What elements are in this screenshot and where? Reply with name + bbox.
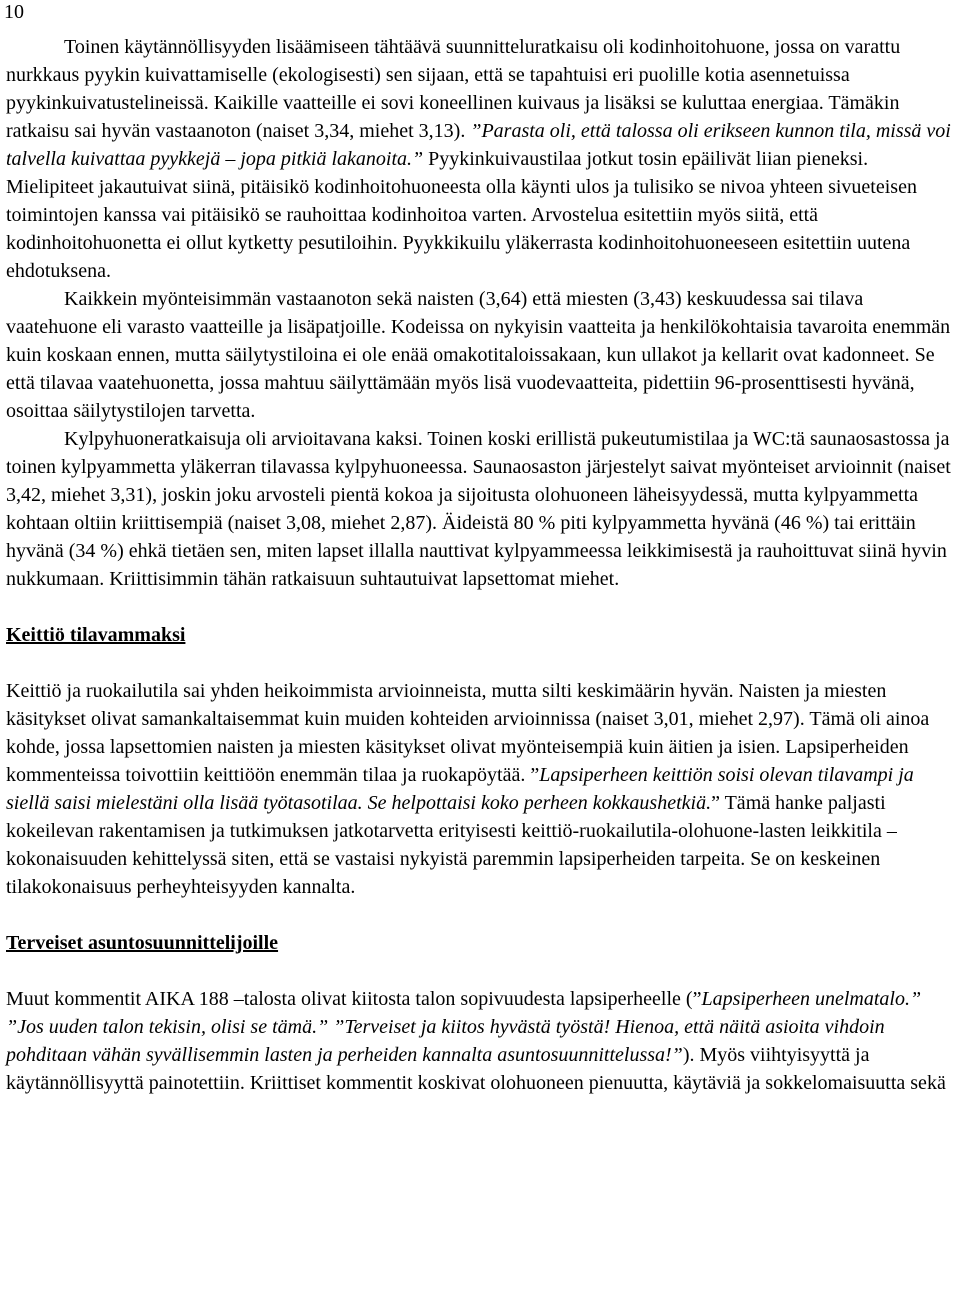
- paragraph-kitchen: [6, 677, 958, 901]
- paragraph-text: Pyykinkuivaustilaa jotkut tosin epäilivät liian pieneksi. Mielipiteet jakautuivat siinä, pitäisikö kodinhoitohuoneesta olla käynti ulos ja tulisiko se nivoa yhteen sivueteisen toimintojen kanssa vai pitäisikö se rauhoittaa kodinhoitoa varten. Arvostelua esitettiin myös siitä, että kodinhoitohuonetta ei ollut kytketty pesutiloihin. Pyykkikuilu yläkerrasta kodinhoitohuoneeseen esitettiin uutena ehdotuksena.: [6, 148, 917, 282]
- paragraph-wardrobe: Kaikkein myönteisimmän vastaanoton sekä naisten (3,64) että miesten (3,43) keskuudessa sai tilava vaatehuone eli varasto vaatteille ja lisäpatjoille. Kodeissa on nykyisin vaatteita ja henkilökohtaisia tavaroita enemmän kuin koskaan ennen, mutta säilytystiloina ei ole enää omakotitaloissakaan, kun ullakot ja kellarit ovat kadonneet. Se että tilavaa vaatehuonetta, jossa mahtuu säilyttämään myös lisä vuodevaatteita, pidettiin 96-prosenttisesti hyvänä, osoittaa säilytystilojen tarvetta.: [6, 288, 951, 422]
- section-heading-greetings: Terveiset asuntosuunnittelijoille: [6, 932, 279, 954]
- quote-text: Lapsiperheen keittiön soisi olevan tilavampi ja siellä saisi mielestäni olla lisää työtasotilaa. Se helpottaisi koko perheen kokkaushetkiä.: [6, 764, 914, 814]
- paragraph-laundry: [6, 33, 958, 285]
- paragraph-text: Toinen käytännöllisyyden lisäämiseen tähtäävä suunnitteluratkaisu oli kodinhoitohuone, jossa on varattu nurkkaus pyykin kuivattamiselle (ekologisesti) sen sijaan, että se tapahtuisi eri puolille kotia asennetuissa pyykinkuivatustelineissä. Kaikille vaatteille ei sovi koneellinen kuivaus ja lisäksi se kuluttaa energiaa. Tämäkin ratkaisu sai hyvän vastaanoton (naiset 3,34, miehet 3,13).: [6, 36, 901, 142]
- paragraph-text: Keittiö ja ruokailutila sai yhden heikoimmista arvioinneista, mutta silti keskimäärin hyvän. Naisten ja miesten käsitykset olivat samankaltaisemmat kuin muiden kohteiden arvioinnissa (naiset 3,01, miehet 2,97). Tämä oli ainoa kohde, jossa lapsettomien naisten ja miesten käsitykset olivat myönteisempiä kuin äitien ja isien. Lapsiperheiden kommenteissa toivottiin keittiöön enemmän tilaa ja ruokapöytää. ”: [6, 680, 930, 786]
- paragraph-text: Muut kommentit AIKA 188 –talosta olivat kiitosta talon sopivuudesta lapsiperheelle (”: [6, 988, 702, 1010]
- paragraph-text: ” Tämä hanke paljasti kokeilevan rakentamisen ja tutkimuksen jatkotarvetta erityisesti keittiö-ruokailutila-olohuone-lasten leikkitila –kokonaisuuden kehittelyssä siten, että se vastaisi nykyistä paremmin lapsiperheiden tarpeita. Se on keskeinen tilakokonaisuus perheyhteisyyden kannalta.: [6, 792, 897, 898]
- section-heading-kitchen: Keittiö tilavammaksi: [6, 624, 186, 646]
- document-body: [6, 33, 958, 1097]
- paragraph-bathroom: Kylpyhuoneratkaisuja oli arvioitavana kaksi. Toinen koski erillistä pukeutumistilaa ja WC:tä saunaosastossa ja toinen kylpyammetta yläkerran tilavassa kylpyhuoneessa. Saunaosaston järjestelyt saivat myönteiset arvioinnit (naiset 3,42, miehet 3,31), joskin joku arvosteli pientä kokoa ja sijoitusta olohuoneen läheisyydessä, mutta kylpyammetta kohtaan oltiin kriittisempiä (naiset 3,08, miehet 2,87). Äideistä 80 % piti kylpyammetta hyvänä (46 %) tai erittäin hyvänä (34 %) ehkä tietäen sen, miten lapset illalla nauttivat kylpyammeessa leikkimisestä ja rauhoittuvat siinä hyvin nukkumaan. Kriittisimmin tähän ratkaisuun suhtautuivat lapsettomat miehet.: [6, 428, 951, 590]
- page-number: 10: [4, 1, 24, 23]
- quote-text: ”Parasta oli, että talossa oli erikseen kunnon tila, missä voi talvella kuivattaa pyykkejä – jopa pitkiä lakanoita.”: [6, 120, 951, 170]
- paragraph-text: ). Myös viihtyisyyttä ja käytännöllisyyttä painotettiin. Kriittiset kommentit koskivat olohuoneen pienuutta, käytäviä ja sokkelomaisuutta sekä: [6, 1044, 946, 1094]
- quote-text: Lapsiperheen unelmatalo.” ”Jos uuden talon tekisin, olisi se tämä.” ”Terveiset ja kiitos hyvästä työstä! Hienoa, että näitä asioita vihdoin pohditaan vähän syvällisemmin lasten ja perheiden kannalta asuntosuunnittelussa!”: [6, 988, 922, 1066]
- paragraph-comments: [6, 985, 958, 1097]
